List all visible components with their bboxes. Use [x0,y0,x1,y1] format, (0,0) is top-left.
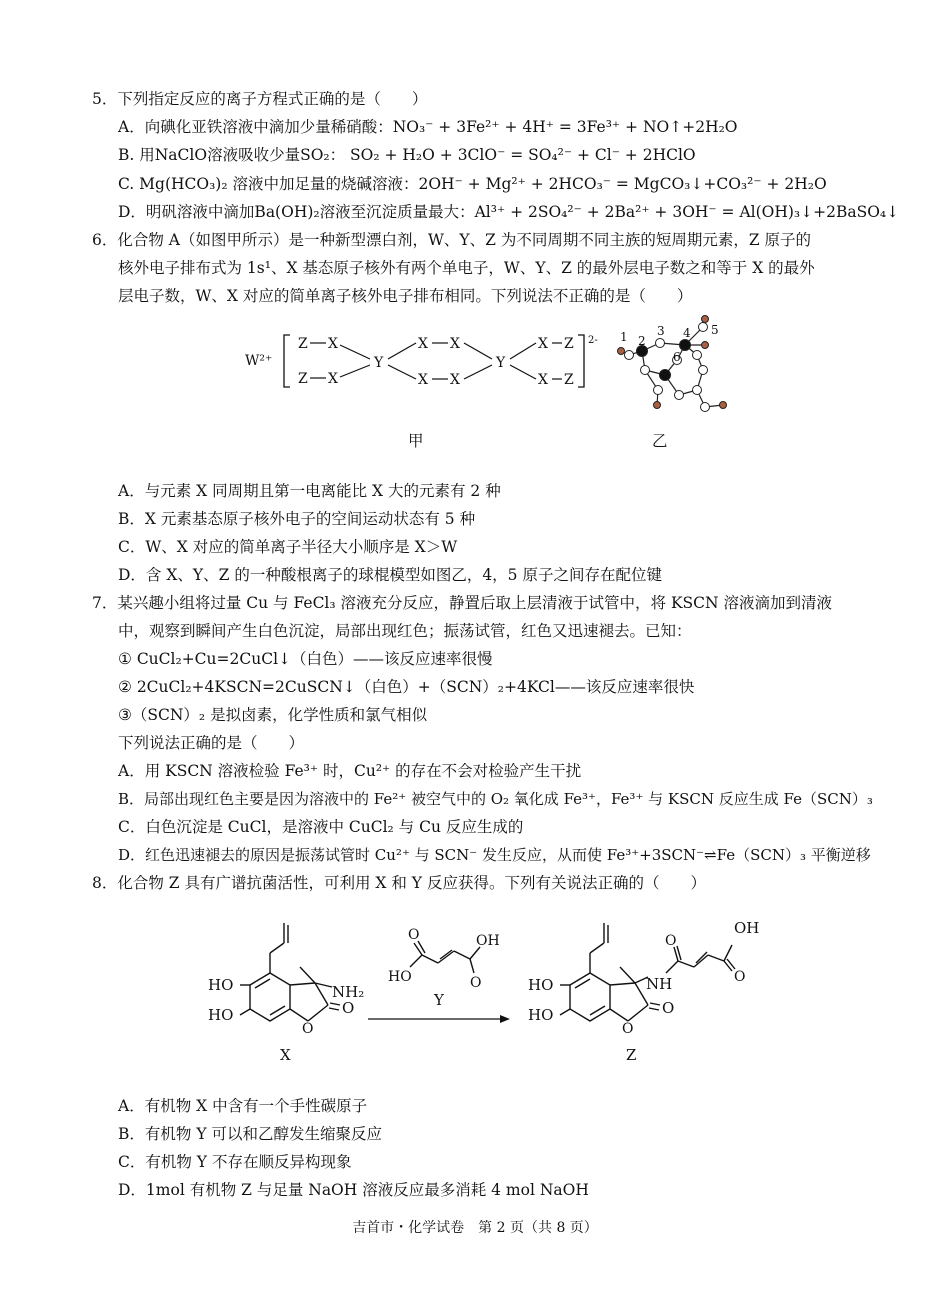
label-x: X [280,1046,291,1064]
figure-yi-ball-stick [605,315,735,415]
z-acid-o: O [734,969,746,985]
atom-z-3: Z [564,336,574,352]
y-ho: HO [388,969,412,985]
q8-option-d: D．1mol 有机物 Z 与足量 NaOH 溶液反应最多消耗 4 mol NaOH [118,1181,589,1199]
q5-stem: 5．下列指定反应的离子方程式正确的是（ ） [92,90,428,108]
label-z: Z [626,1046,637,1064]
q6-option-c: C．W、X 对应的简单离子半径大小顺序是 X＞W [118,538,458,556]
q6-stem-line3: 层电子数，W、X 对应的简单离子核外电子排布相同。下列说法不正确的是（ ） [118,287,693,305]
y-o-2: O [408,927,420,943]
q7-stem-line2: 中，观察到瞬间产生白色沉淀，局部出现红色；振荡试管，红色又迅速褪去。已知： [118,622,692,640]
y-oh-1: OH [476,933,500,949]
ion-label: W²⁺ [245,353,273,369]
q7-stem-line1: 7．某兴趣小组将过量 Cu 与 FeCl₃ 溶液充分反应，静置后取上层清液于试管中，将 KSCN 溶液滴加到清液 [92,594,832,612]
q7-option-a: A．用 KSCN 溶液检验 Fe³⁺ 时，Cu²⁺ 的存在不会对检验产生干扰 [118,762,582,780]
q7-stem-line3: 下列说法正确的是（ ） [118,734,305,752]
z-oh: OH [734,919,760,937]
q5-option-c: C. Mg(HCO₃)₂ 溶液中加足量的烧碱溶液：2OH⁻ + Mg²⁺ + 2HCO₃⁻ = MgCO₃↓+CO₃²⁻ + 2H₂O [118,175,827,193]
atom-x-6: X [450,372,460,388]
q7-option-d: D．红色迅速褪去的原因是振荡试管时 Cu²⁺ 与 SCN⁻ 发生反应，从而使 Fe³⁺+3SCN⁻⇌Fe（SCN）₃ 平衡逆移 [118,846,871,864]
q7-info-1: ① CuCl₂+Cu=2CuCl↓（白色）——该反应速率很慢 [118,650,493,668]
q5-option-a: A．向碘化亚铁溶液中滴加少量稀硝酸：NO₃⁻ + 3Fe²⁺ + 4H⁺ = 3Fe³⁺ + NO↑+2H₂O [118,118,738,136]
atom-x-2: X [328,371,338,387]
atom-z-4: Z [564,372,574,388]
q6-option-d: D．含 X、Y、Z 的一种酸根离子的球棍模型如图乙，4，5 原子之间存在配位键 [118,566,662,584]
molecule-x [240,923,340,1021]
atom-x-8: X [538,372,548,388]
q5-option-d: D．明矾溶液中滴加Ba(OH)₂溶液至沉淀质量最大：Al³⁺ + 2SO₄²⁻ + 2Ba²⁺ + 3OH⁻ = Al(OH)₃↓+2BaSO₄↓ [118,203,900,221]
figure-caption-jia: 甲 [408,432,424,450]
q5-option-b: B. 用NaClO溶液吸收少量SO₂： SO₂ + H₂O + 3ClO⁻ = SO₄²⁻ + Cl⁻ + 2HClO [118,146,696,164]
q6-option-b: B．X 元素基态原子核外电子的空间运动状态有 5 种 [118,510,476,528]
page-footer: 吉首市・化学试卷 第 2 页（共 8 页） [352,1220,598,1236]
ball-label-4: 4 [683,326,691,340]
q7-option-c: C．白色沉淀是 CuCl，是溶液中 CuCl₂ 与 Cu 反应生成的 [118,818,524,836]
molecule-y [410,941,480,973]
charge-label: 2- [588,335,598,346]
z-ho-2: HO [528,1006,554,1024]
z-carbonyl-o: O [662,999,675,1017]
reaction-scheme [200,905,780,1070]
figure-jia [240,325,620,405]
x-carbonyl-o: O [342,999,355,1017]
q7-info-2: ② 2CuCl₂+4KSCN=2CuSCN↓（白色）+（SCN）₂+4KCl——该反应速率很快 [118,678,695,696]
q8-option-c: C．有机物 Y 不存在顺反异构现象 [118,1153,352,1171]
ball-label-1: 1 [620,330,628,344]
z-ring-o: O [622,1021,634,1037]
x-ho-2: HO [208,1006,234,1024]
figure-caption-yi: 乙 [652,432,668,450]
label-y: Y [434,991,444,1009]
atom-z-1: Z [298,336,308,352]
ball-label-5: 5 [711,323,719,337]
z-ho-1: HO [528,976,554,994]
q8-option-a: A．有机物 X 中含有一个手性碳原子 [118,1097,368,1115]
y-o-1: O [470,975,482,991]
atom-x-1: X [328,336,338,352]
q7-option-b: B．局部出现红色主要是因为溶液中的 Fe²⁺ 被空气中的 O₂ 氧化成 Fe³⁺，Fe³⁺ 与 KSCN 反应生成 Fe（SCN）₃ [118,790,873,808]
atom-x-4: X [450,336,460,352]
atom-x-5: X [418,372,428,388]
x-nh2: NH₂ [332,983,365,1001]
z-nh: NH [646,975,673,993]
atom-x-7: X [538,336,548,352]
x-ho-1: HO [208,976,234,994]
q6-option-a: A．与元素 X 同周期且第一电离能比 X 大的元素有 2 种 [118,482,501,500]
ball-label-3: 3 [657,324,665,338]
q7-info-3: ③（SCN）₂ 是拟卤素，化学性质和氯气相似 [118,706,428,724]
q6-stem-line2: 核外电子排布式为 1s¹、X 基态原子核外有两个单电子，W、Y、Z 的最外层电子数之和等于 X 的最外 [118,259,815,277]
ball-label-6: 6 [673,350,681,364]
atom-y-1: Y [374,355,384,371]
atom-z-2: Z [298,371,308,387]
q8-option-b: B．有机物 Y 可以和乙醇发生缩聚反应 [118,1125,382,1143]
ball-label-2: 2 [638,334,646,348]
z-amide-o: O [665,933,677,949]
atom-x-3: X [418,336,428,352]
atom-y-2: Y [496,355,506,371]
x-ring-o: O [302,1021,314,1037]
q8-stem: 8．化合物 Z 具有广谱抗菌活性，可利用 X 和 Y 反应获得。下列有关说法正确的（ ） [92,874,706,892]
molecule-z [560,923,735,1021]
q6-stem-line1: 6．化合物 A（如图甲所示）是一种新型漂白剂，W、Y、Z 为不同周期不同主族的短周期元素，Z 原子的 [92,231,812,249]
